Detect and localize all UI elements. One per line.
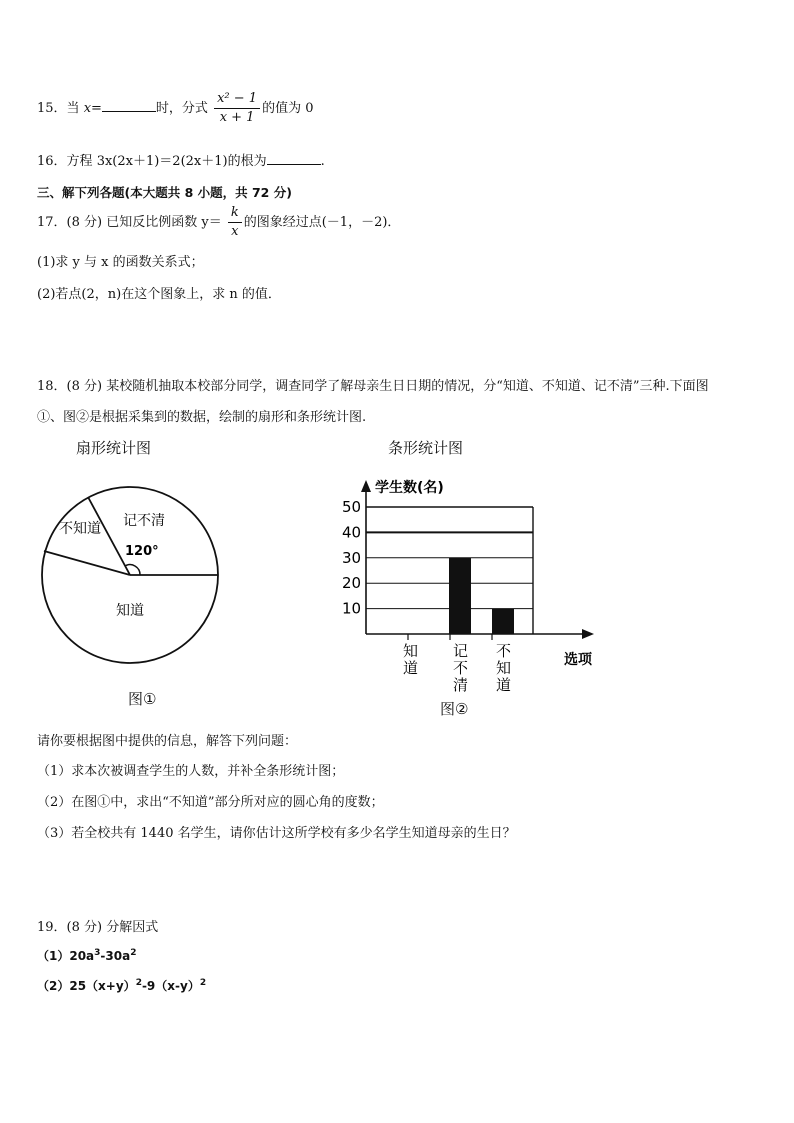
q15-mid: 时，分式 (155, 101, 208, 116)
q15-frac-den: x + 1 (219, 110, 255, 125)
q15-tail: 的值为 0 (262, 101, 314, 116)
pie-radius-left (44, 551, 130, 575)
q18-sub-2: （2）在图①中，求出“不知道”部分所对应的圆心角的度数； (37, 795, 384, 810)
bar-category-label-char: 清 (453, 676, 469, 694)
q19-p2-a: 25（x+y） (69, 979, 136, 993)
bar-category-label-char: 知 (496, 659, 512, 677)
pie-chart-title: 扇形统计图 (76, 439, 152, 457)
q18-line-2: ①、图②是根据采集到的数据，绘制的扇形和条形统计图. (37, 410, 367, 425)
bar-x-axis-label: 选项 (564, 652, 592, 668)
q18-line-1: 18．(8 分) 某校随机抽取本校部分同学，调查同学了解母亲生日日期的情况，分“知道、不知道、记不清”三种.下面图 (37, 379, 709, 394)
q17-part-1: (1)求 y 与 x 的函数关系式； (37, 255, 204, 270)
pie-label-angle: 120° (125, 544, 159, 559)
section-3-heading: 三、解下列各题(本大题共 8 小题，共 72 分) (37, 185, 292, 200)
q18-sub-1: （1）求本次被调查学生的人数，并补全条形统计图； (37, 764, 345, 779)
q19-p2-a-exp: 2 (135, 978, 142, 988)
pie-chart (30, 475, 230, 675)
bar-y-tick-label: 40 (342, 523, 362, 542)
bar-chart (330, 470, 610, 700)
bar-x-axis-arrow (582, 629, 594, 639)
q19-p1-b: -30a (100, 949, 131, 963)
bar-y-axis-label: 学生数(名) (375, 480, 444, 496)
q19-p1-a-exp: 3 (94, 948, 101, 958)
bar-category-label-char: 记 (453, 642, 469, 660)
q18-ask: 请你要根据图中提供的信息，解答下列问题： (37, 734, 298, 749)
q16-blank (267, 150, 321, 165)
q19-p1-b-exp: 2 (130, 948, 137, 958)
bar-category-label-char: 道 (496, 676, 512, 694)
q18-sub-3: （3）若全校共有 1440 名学生，请你估计这所学校有多少名学生知道母亲的生日？ (37, 826, 516, 841)
q19-part-2 (37, 977, 206, 994)
bar-y-tick-label: 20 (342, 574, 362, 593)
q19-p1-label: （1） (37, 949, 70, 963)
question-16 (37, 150, 325, 169)
q19-p1-a: 20a (69, 949, 95, 963)
q16-prefix: 16．方程 (37, 154, 97, 169)
q17-prefix: 17．(8 分) 已知反比例函数 y＝ (37, 215, 222, 230)
q19-p2-b: -9（x-y） (141, 979, 200, 993)
bar-caption: 图② (440, 700, 469, 718)
q15-frac-num: x² − 1 (214, 90, 260, 109)
bar-y-tick-label: 10 (342, 599, 362, 618)
bar-y-tick-label: 50 (342, 498, 362, 516)
q15-var: x= (83, 101, 102, 116)
q15-fraction (214, 90, 260, 127)
q17-frac-den: x (231, 224, 239, 239)
bar-category-label-char: 不 (496, 642, 512, 660)
q16-tail: 的根为 (227, 154, 267, 169)
pie-label-jibuqing: 记不清 (123, 513, 165, 529)
bar-chart-title: 条形统计图 (388, 439, 464, 457)
q15-number: 15．当 (37, 101, 84, 116)
q17-frac-num: k (228, 204, 242, 223)
bar-y-axis-arrow (361, 480, 371, 492)
q17-part-2: (2)若点(2，n)在这个图象上，求 n 的值． (37, 287, 281, 302)
pie-label-zhidao: 知道 (116, 603, 144, 619)
pie-label-buzhidao: 不知道 (59, 521, 101, 537)
pie-caption: 图① (128, 690, 157, 708)
q16-equation: 3x(2x＋1)＝2(2x＋1) (96, 154, 228, 169)
bar-category-label-char: 知 (403, 642, 419, 660)
bar-y-tick-label: 30 (342, 548, 362, 567)
bar-2 (492, 609, 514, 634)
bar-category-label-char: 道 (403, 659, 419, 677)
q19-p2-label: （2） (37, 979, 70, 993)
q15-blank (102, 97, 156, 112)
q19-p2-b-exp: 2 (199, 978, 207, 988)
bar-category-label-char: 不 (453, 659, 469, 677)
q19-title: 19．(8 分) 分解因式 (37, 920, 159, 935)
bar-1 (449, 558, 471, 634)
q19-part-1 (37, 947, 136, 964)
q16-end: . (320, 154, 325, 169)
question-17 (37, 204, 400, 241)
q17-tail: 的图象经过点(－1，－2)． (243, 215, 401, 230)
q17-fraction (228, 204, 242, 241)
question-15 (37, 90, 313, 127)
